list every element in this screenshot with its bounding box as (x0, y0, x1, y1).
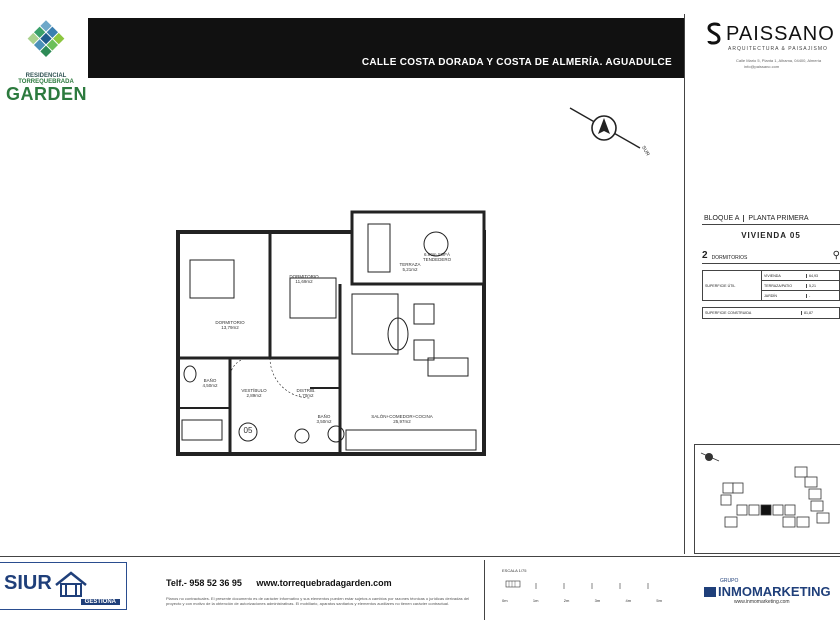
scale-tick-label: 4m (625, 598, 632, 603)
architect-subtitle: ARQUITECTURA & PAISAJISMO (728, 46, 828, 52)
scale-bar (502, 568, 662, 603)
siur-logo (0, 562, 127, 610)
table-row: VIVIENDA 64,93 (762, 271, 839, 281)
scale-tick-label: 2m (563, 598, 570, 603)
inmo-group: GRUPO (720, 578, 739, 584)
house-icon (52, 569, 90, 597)
torrequebrada-logo (6, 18, 86, 108)
inmomarketing-logo (704, 578, 840, 605)
table-row: TERRAZA/PATIO 5,21 (762, 281, 839, 291)
unit-number: 05 (243, 426, 253, 435)
room-label: TERRAZA 5,21m2 (399, 262, 421, 272)
website-link[interactable]: www.torrequebradagarden.com (256, 578, 392, 588)
disclaimer-text: Planos no contractuales. El presente documento es de carácter informativo y sus elementos pueden estar sujetos a cambios por razones técnicas o jurídicas derivadas del proyecto y con motivo de la obtención de autorizaciones administrativas. El mobiliario, aparatos sanitarios y elementos auxiliares no tienen carácter contractual. (166, 596, 470, 606)
inmo-url[interactable]: www.inmomarketing.com (734, 599, 790, 605)
surface-built-row: SUPERFICIE CONSTRUIDA 81,87 (702, 307, 840, 319)
person-icon: ⚲ (832, 250, 840, 261)
north-arrow (568, 104, 651, 164)
logo-line2: TORREQUEBRADA (18, 79, 74, 85)
unit-title: VIVIENDA 05 (741, 231, 801, 240)
scale-tick-label: 0m (502, 598, 508, 603)
bedrooms-count: 2 (702, 250, 708, 261)
room-label: DORMITORIO 13,79m2 (215, 320, 245, 330)
header-band (88, 18, 684, 78)
floor-label: PLANTA PRIMERA (748, 214, 809, 222)
room-label: SALÓN+COMEDOR+COCINA 25,97m2 (371, 414, 433, 424)
key-map (694, 444, 840, 554)
unit-info-panel (702, 212, 840, 319)
architect-name: PAISSANO (726, 22, 835, 45)
siur-sub: GESTIONA (81, 599, 120, 605)
block-label: BLOQUE A (702, 215, 744, 222)
orientation-label: SUR (640, 144, 651, 158)
surface-table (702, 270, 840, 301)
paissano-s-icon (706, 22, 722, 46)
logo-line1: RESIDENCIAL (25, 73, 67, 79)
room-label: DISTRIB. 1,70m2 (296, 388, 316, 398)
bedrooms-label: DORMITORIOS (711, 255, 748, 261)
scale-tick-label: 3m (594, 598, 601, 603)
diamond-pattern-icon (6, 18, 86, 72)
paissano-logo (706, 22, 840, 70)
logo-line3: GARDEN (6, 84, 88, 104)
room-label: 6.90m SOFÁ TENDEDERO (422, 252, 452, 262)
inmo-mark-icon (704, 587, 716, 597)
surface-useful-label: SUPERFICIE ÚTIL (703, 271, 762, 300)
floor-plan (170, 208, 496, 460)
frame-bottom-divider (0, 556, 840, 557)
footer-contact (166, 578, 392, 588)
room-label: BAÑO 3,50m2 (316, 414, 332, 424)
scale-label: ESCALA 1/75 (502, 568, 527, 573)
scale-tick-label: 1m (532, 598, 539, 603)
site-plan-drawing (695, 445, 840, 553)
room-label: DORMITORIO 11,69m2 (289, 274, 319, 284)
room-label: BAÑO 4,50m2 (202, 378, 218, 388)
phone-number: Telf.- 958 52 36 95 (166, 578, 242, 588)
siur-name: SIUR (4, 571, 52, 594)
inmo-name: INMOMARKETING (718, 584, 831, 599)
compass-icon (568, 104, 651, 164)
address-title: CALLE COSTA DORADA Y COSTA DE ALMERÍA. AGUADULCE (361, 57, 672, 68)
architect-address: Calle Mario 5, Planta 1, Alhama, 04400, Almería (736, 58, 822, 63)
frame-right-divider (684, 14, 685, 554)
scale-ruler (502, 573, 662, 603)
room-label: VESTÍBULO 2,89m2 (241, 388, 267, 398)
scale-tick-label: 5m (656, 598, 662, 603)
architect-email: info@paissano.com (744, 64, 780, 69)
frame-footer-divider (484, 560, 485, 620)
table-row: JARDÍN - (764, 293, 811, 298)
